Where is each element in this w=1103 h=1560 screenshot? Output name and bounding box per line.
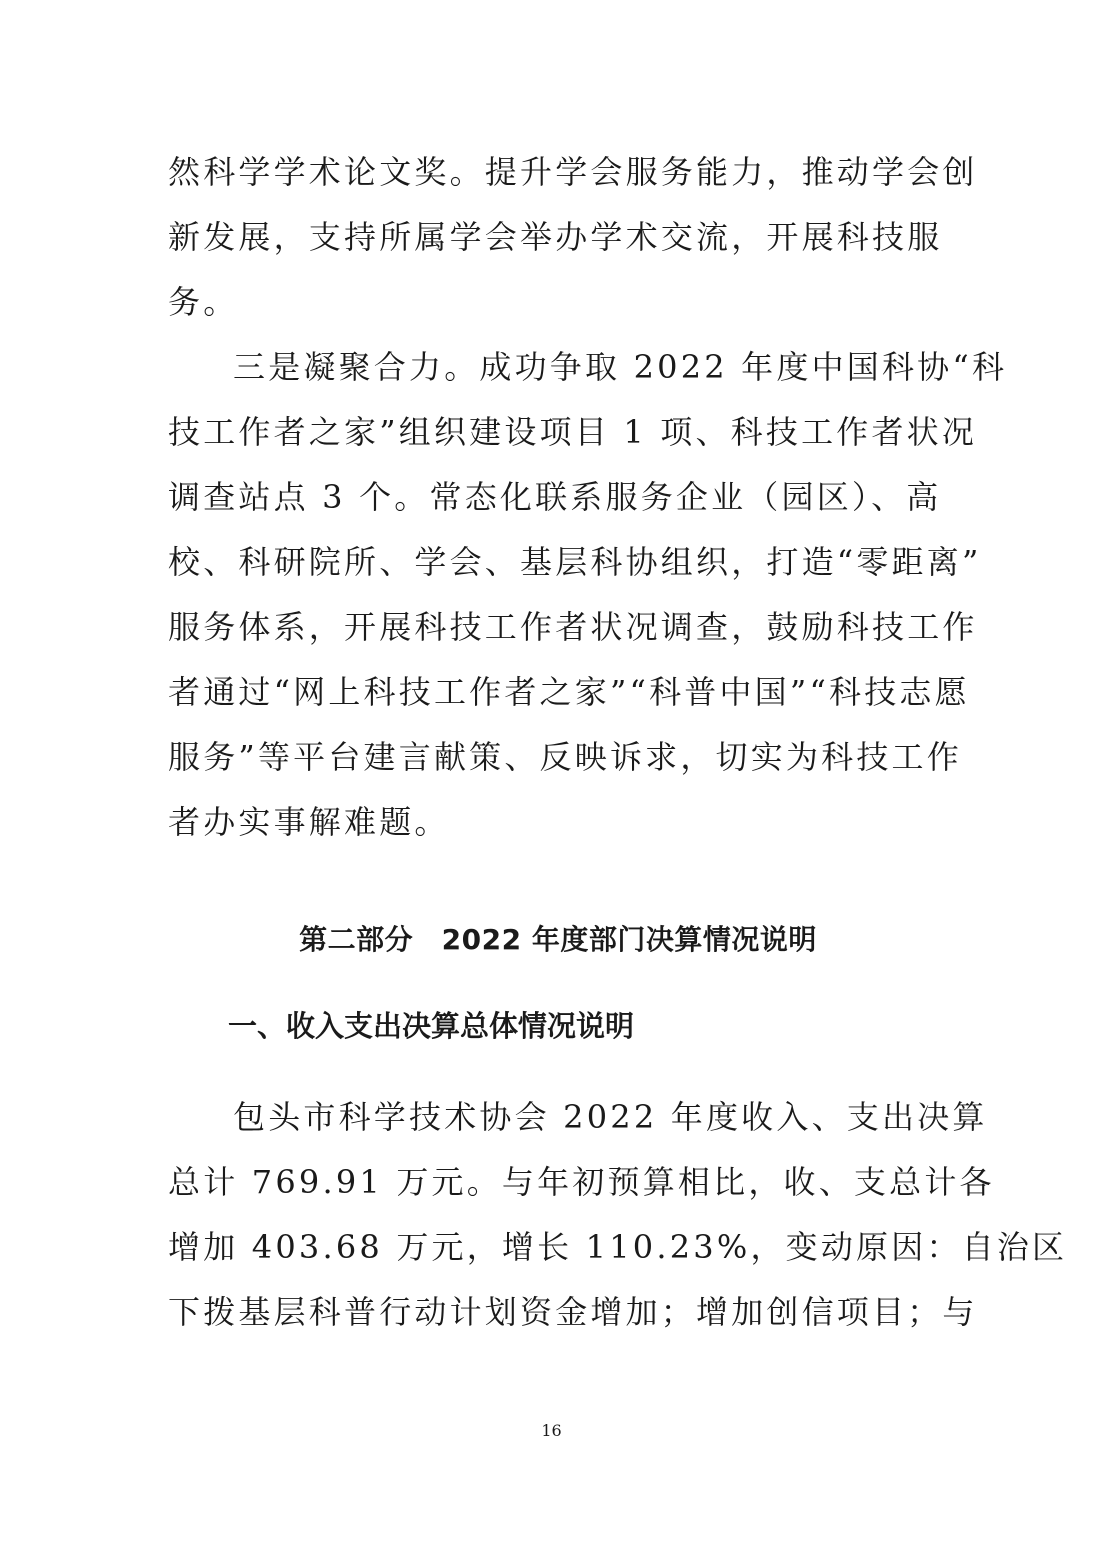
paragraph-line: 增加 403.68 万元，增长 110.23%，变动原因：自治区 xyxy=(168,1228,1068,1266)
paragraph-line: 调查站点 3 个。常态化联系服务企业（园区）、高 xyxy=(168,478,942,516)
paragraph-line: 技工作者之家”组织建设项目 1 项、科技工作者状况 xyxy=(168,413,978,451)
paragraph-line: 新发展，支持所属学会举办学术交流，开展科技服 xyxy=(168,218,943,256)
paragraph-line: 服务体系，开展科技工作者状况调查，鼓励科技工作 xyxy=(168,608,978,646)
paragraph-line: 者办实事解难题。 xyxy=(168,803,450,841)
paragraph-line: 三是凝聚合力。成功争取 2022 年度中国科协“科 xyxy=(233,348,1008,386)
subsection-heading: 一、收入支出决算总体情况说明 xyxy=(228,1009,635,1043)
page-number: 16 xyxy=(541,1421,562,1440)
paragraph-line: 然科学学术论文奖。提升学会服务能力，推动学会创 xyxy=(168,153,978,191)
paragraph-line: 总计 769.91 万元。与年初预算相比，收、支总计各 xyxy=(168,1163,995,1201)
paragraph-line: 下拨基层科普行动计划资金增加；增加创信项目；与 xyxy=(168,1293,978,1331)
paragraph-line: 服务”等平台建言献策、反映诉求，切实为科技工作 xyxy=(168,738,962,776)
paragraph-line: 校、科研院所、学会、基层科协组织，打造“零距离” xyxy=(168,543,982,581)
section-heading: 第二部分 2022 年度部门决算情况说明 xyxy=(299,923,817,956)
paragraph-line: 者通过“网上科技工作者之家”“科普中国”“科技志愿 xyxy=(168,673,970,711)
paragraph-line: 务。 xyxy=(168,283,239,321)
paragraph-line: 包头市科学技术协会 2022 年度收入、支出决算 xyxy=(233,1098,988,1136)
